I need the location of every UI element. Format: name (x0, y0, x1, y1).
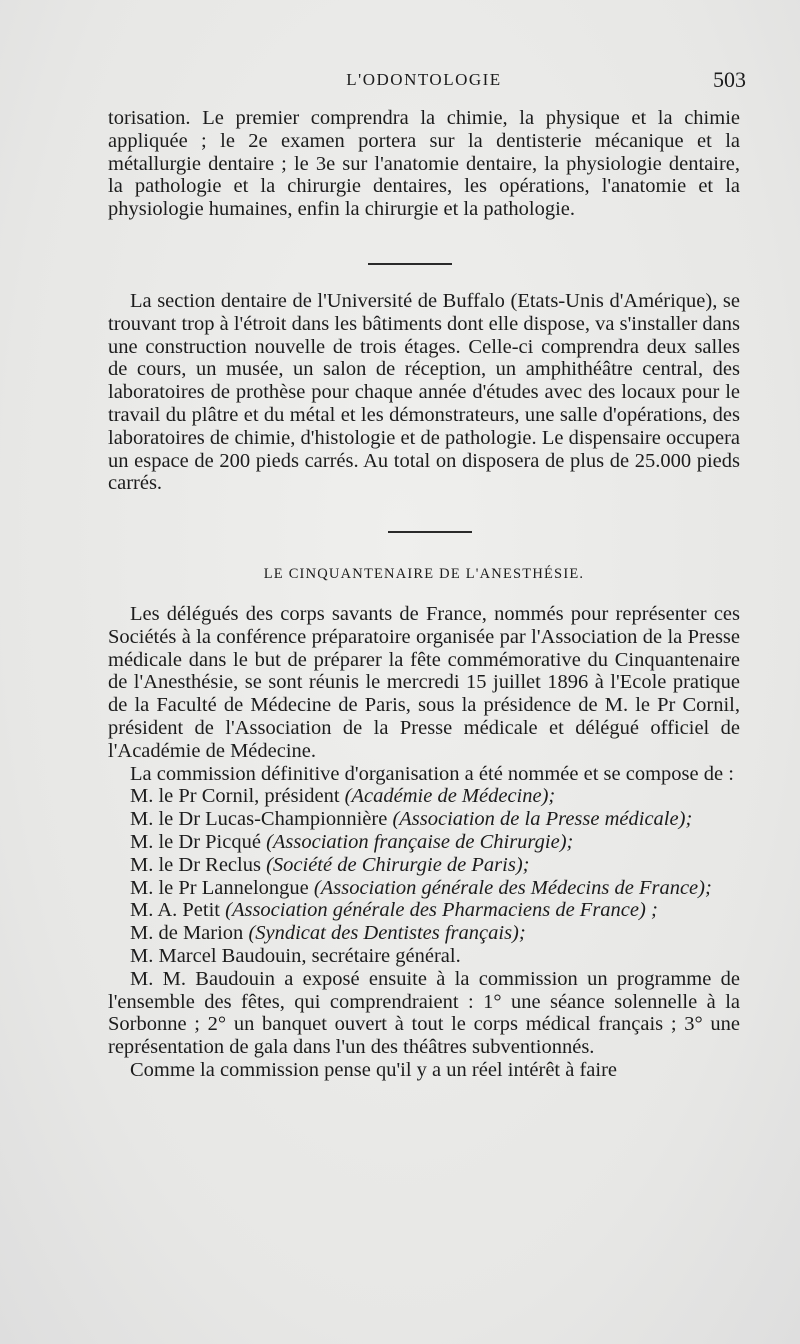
member-name: M. A. Petit (130, 899, 226, 922)
member-item (108, 945, 740, 968)
member-organization: (Association de la Presse médicale) (392, 808, 686, 831)
paragraph-2-block (108, 290, 740, 495)
paragraph-5: M. M. Baudouin a exposé ensuite à la commission un programme de l'ensemble des fêtes, qui comprendraient : 1° une séance solennelle à la Sorbonne ; 2° un banquet ouvert à tout le corps médical français ; 3° une représentation de gala dans l'un des théâtres subventionnés. (108, 967, 740, 1059)
article-body (108, 603, 740, 1082)
member-name: M. le Dr Lucas-Championnière (130, 808, 393, 831)
paragraph-6: Comme la commission pense qu'il y a un réel intérêt à faire (130, 1058, 618, 1081)
paragraph-2: La section dentaire de l'Université de Buffalo (Etats-Unis d'Amérique), se trouvant trop à l'étroit dans les bâtiments dont elle dispose, va s'installer dans une construction nouvelle de trois étages. Celle-ci comprendra deux salles de cours, un musée, un salon de réception, un amphithéâtre central, des laboratoires de prothèse pour chaque année d'études avec des locaux pour le travail du plâtre et du métal et les démonstrateurs, une salle d'opérations, des laboratoires de chimie, d'histologie et de pathologie. Le dispensaire occupera un espace de 200 pieds carrés. Au total on disposera de plus de 25.000 pieds carrés. (108, 290, 740, 495)
member-item (108, 854, 740, 877)
paragraph-3: Les délégués des corps savants de France, nommés pour représenter ces Sociétés à la conférence préparatoire organisée par l'Association de la Presse médicale dans le but de préparer la fête commémorative du Cinquantenaire de l'Anesthésie, se sont réunis le mercredi 15 juillet 1896 à l'Ecole pratique de la Faculté de Médecine de Paris, sous la présidence de M. le Pr Cornil, président de l'Association de la Presse médicale et délégué officiel de l'Académie de Médecine. (108, 603, 740, 762)
member-item (108, 808, 740, 831)
member-punctuation: ; (522, 853, 530, 876)
section-title: LE CINQUANTENAIRE DE L'ANESTHÉSIE. (263, 566, 585, 582)
member-organization: (Association générale des Pharmaciens de France) (225, 899, 646, 922)
member-name: M. le Dr Picqué (130, 830, 267, 853)
member-punctuation: ; (704, 876, 712, 899)
page-header (108, 67, 746, 98)
running-title: L'ODONTOLOGIE (346, 70, 502, 89)
member-item (108, 831, 740, 854)
member-punctuation: ; (685, 808, 693, 831)
member-item (108, 922, 740, 945)
page-number: 503 (713, 67, 746, 92)
paragraph-4: La commission définitive d'organisation a été nommée et se compose de : (130, 762, 734, 785)
member-organization: (Association française de Chirurgie) (266, 830, 567, 853)
member-name: M. le Pr Cornil, président (130, 785, 345, 808)
member-punctuation: ; (645, 899, 658, 922)
member-organization: (Syndicat des Dentistes français) (248, 922, 519, 945)
member-punctuation: ; (548, 785, 556, 808)
member-item (108, 877, 740, 900)
member-organization: (Académie de Médecine) (344, 785, 549, 808)
paragraph-1: torisation. Le premier comprendra la chimie, la physique et la chimie appliquée ; le 2e examen portera sur la dentisterie mécanique et la métallurgie dentaire ; le 3e sur l'anatomie dentaire, la physiologie dentaire, la pathologie et la chirurgie dentaires, les opérations, l'anatomie et la physiologie humaines, enfin la chirurgie et la pathologie. (108, 107, 740, 221)
paragraph-1-block (108, 107, 740, 221)
member-name: M. de Marion (130, 922, 249, 945)
member-organization: (Société de Chirurgie de Paris) (266, 853, 523, 876)
member-organization: (Association générale des Médecins de France) (313, 876, 705, 899)
member-name: M. Marcel Baudouin, secrétaire général. (130, 944, 461, 967)
separator-rule-1 (368, 263, 452, 265)
separator-rule-2 (388, 531, 472, 533)
member-name: M. le Dr Reclus (130, 853, 267, 876)
member-name: M. le Pr Lannelongue (130, 876, 314, 899)
member-punctuation: ; (566, 830, 574, 853)
member-punctuation: ; (518, 922, 526, 945)
member-item (108, 899, 740, 922)
member-item (108, 785, 740, 808)
members-list (108, 785, 740, 967)
